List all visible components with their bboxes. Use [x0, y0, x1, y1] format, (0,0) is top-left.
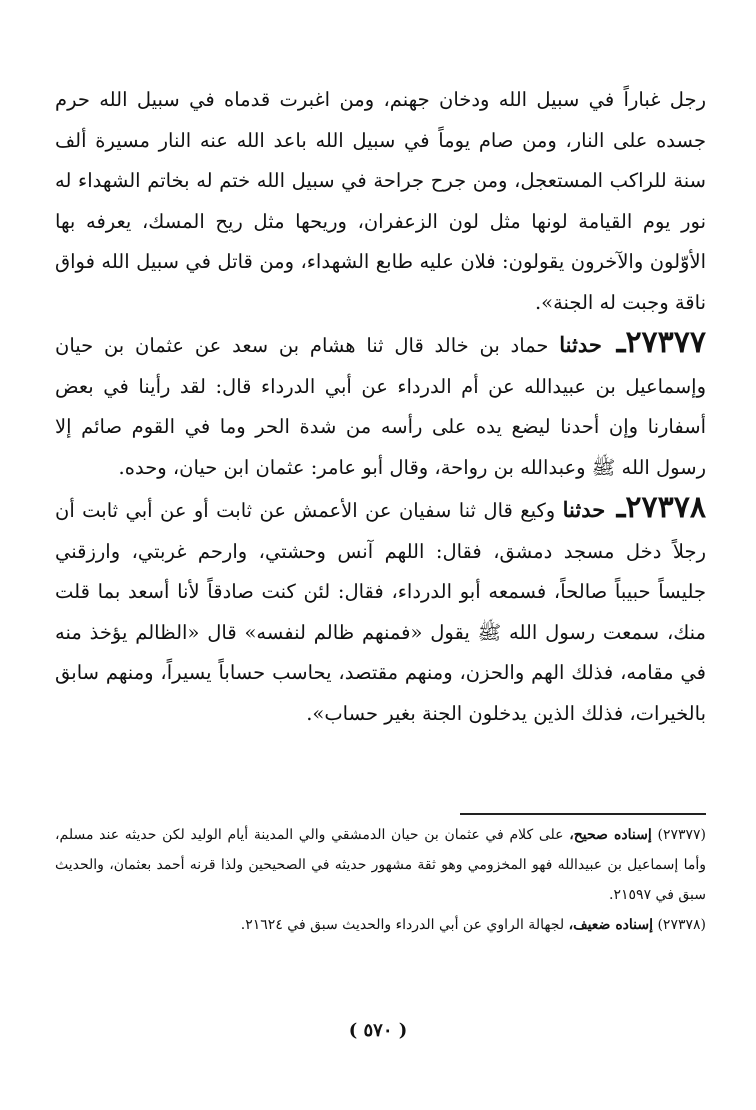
main-text [55, 80, 706, 734]
hadith-text: وكيع قال ثنا سفيان عن الأعمش عن ثابت أو عن أبي ثابت أن رجلاً دخل مسجد دمشق، فقال: اللهم آنس وحشتي، وارحم غربتي، وارزقني جليساً حبيباً صالحاً، فسمعه أبو الدرداء، فقال: لئن كنت صادقاً لأنا أسعد بما قلت منك، سمعت رسول الله ﷺ يقول «فمنهم ظالم لنفسه» قال «الظالم يؤخذ منه في مقامه، فذلك الهم والحزن، ومنهم مقتصد، يحاسب حساباً يسيراً، ومنهم سابق بالخيرات، فذلك الذين يدخلون الجنة بغير حساب». [55, 499, 706, 725]
page-number: ( ٥٧٠ ) [348, 1020, 408, 1041]
footnote-divider [460, 813, 706, 815]
hadith-27377 [55, 323, 706, 488]
footnotes [55, 820, 706, 940]
main-text-area [55, 80, 706, 734]
footnote-text: لجهالة الراوي عن أبي الدرداء والحديث سبق في ٢١٦٢٤. [240, 917, 569, 933]
hadith-text: حماد بن خالد قال ثنا هشام بن سعد عن عثمان بن حيان وإسماعيل بن عبيدالله عن أم الدرداء عن أبي الدرداء قال: لقد رأينا في بعض أسفارنا وإن أحدنا ليضع يده على رأسه من شدة الحر وما في القوم صائم إلا رسول الله ﷺ وعبدالله بن رواحة، وقال أبو عامر: عثمان ابن حيان، وحده. [55, 334, 706, 479]
footnote-27378 [55, 910, 706, 940]
carryover-paragraph: رجل غباراً في سبيل الله ودخان جهنم، ومن اغبرت قدماه في سبيل الله حرم جسده على النار، ومن صام يوماً في سبيل الله باعد الله عنه النار مسيرة ألف سنة للراكب المستعجل، ومن جرح جراحة في سبيل الله ختم له بخاتم الشهداء له نور يوم القيامة لونها مثل لون الزعفران، وريحها مثل ريح المسك، يعرفه بها الأوّلون والآخرون يقولون: فلان عليه طابع الشهداء، ومن قاتل في سبيل الله فواق ناقة وجبت له الجنة». [55, 88, 706, 314]
hadith-number: ٢٧٣٧٧ـ [616, 325, 707, 360]
footnote-ref: (٢٧٣٧٧) [657, 827, 707, 843]
footnote-text: على كلام في عثمان بن حيان الدمشقي والي المدينة أيام الوليد لكن حديثه عند مسلم، وأما إسماعيل بن عبيدالله فهو المخزومي وهو ثقة مشهور حديثه في الصحيحين ولذا قرنه أحمد بعثمان، والحديث سبق في ٢١٥٩٧. [55, 827, 706, 903]
footnote-ref: (٢٧٣٧٨) [657, 917, 706, 933]
hadith-opening: حدثنا [562, 497, 606, 522]
hadith-number: ٢٧٣٧٨ـ [616, 490, 706, 525]
footnote-27377 [55, 820, 706, 910]
hadith-27378 [55, 488, 706, 734]
footnote-status: إسناده ضعيف، [568, 917, 653, 933]
hadith-opening: حدثنا [559, 332, 602, 357]
footnote-status: إسناده صحيح، [569, 827, 652, 843]
